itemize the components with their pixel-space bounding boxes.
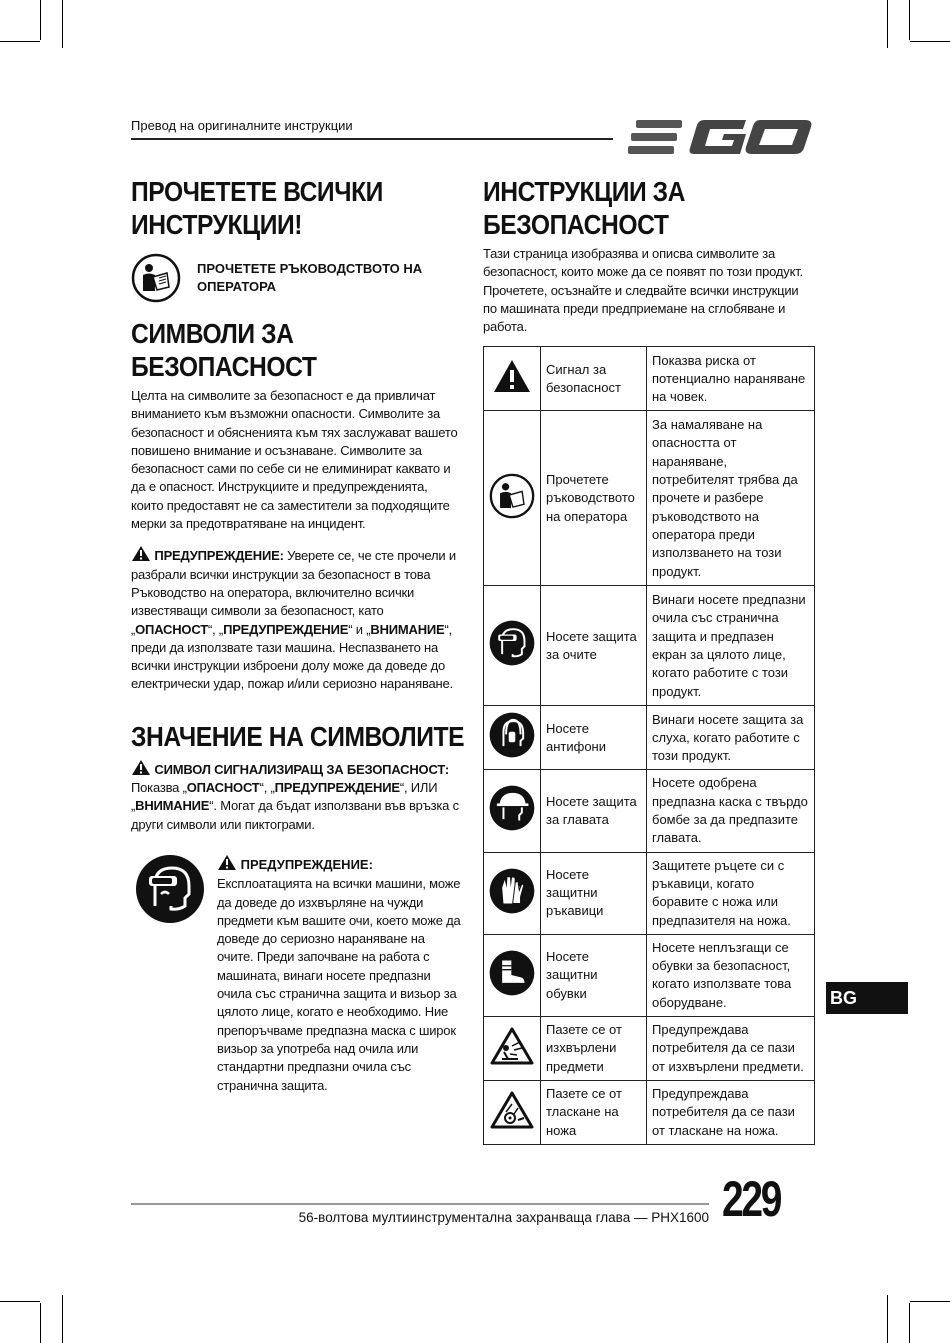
icon-cell xyxy=(484,347,541,411)
symbols-table xyxy=(483,346,815,1145)
symbol-description: За намаляване на опасността от нараняване, потребителят трябва да прочете и разбере ръководството на оператора преди използването на този продукт. xyxy=(647,411,815,586)
crop-mark xyxy=(887,1295,888,1343)
alert-triangle-icon xyxy=(492,358,532,394)
symbol-name: Носете защитни обувки xyxy=(541,934,647,1016)
read-manual-notice xyxy=(131,253,461,303)
symbol-description: Предупреждава потребителя да се пази от тласкане на ножа. xyxy=(647,1081,815,1145)
symbol-description: Носете неплъзгащи се обувки за безопасност, когато използвате това оборудване. xyxy=(647,934,815,1016)
symbol-description: Винаги носете защита за слуха, когато работите с този продукт. xyxy=(647,706,815,770)
eye-protection-icon xyxy=(135,854,205,924)
box-warning-text: Експлоатацията на всички машини, може да доведе до изхвърляне на чужди предмети към вашите очи, което може да доведе до сериозно нараняване на очите. Преди започване на работа с машината, винаги носете предпазни очила със странична защита и визьор за цялото лице, когато е необходимо. Ние препоръчваме предпазна маска с широк визьор за употреба над очила или стандартни предпазни очила със странична защита. xyxy=(217,876,461,1093)
table-row xyxy=(484,934,815,1016)
symbol-description: Носете одобрена предпазна каска с твърдо бомбе за да предпазите главата. xyxy=(647,770,815,852)
word-warning: ПРЕДУПРЕЖДЕНИЕ xyxy=(223,621,349,637)
symbol-description: Предупреждава потребителя да се пази от изхвърлени предмети. xyxy=(647,1017,815,1081)
warning-text: Уверете се, че сте прочели и разбрали всички инструкции за безопасност в това Ръководство на оператора, включително всички известяващи символи за безопасност, като „ xyxy=(131,548,456,637)
icon-cell xyxy=(484,1081,541,1145)
eye-protection-icon xyxy=(489,620,535,666)
icon-cell xyxy=(484,586,541,706)
symbol-name: Носете защитни ръкавици xyxy=(541,852,647,934)
symbols-paragraph: Целта на символите за безопасност е да привличат вниманието към възможни опасности. Символите за безопасност и обясненията към тях заслужават вашето повишено внимание и осъзнаване. Символите за безопасност сами по себе си не елиминират каквато и да е опасност. Инструкциите и предупрежденията, които предоставят не са заместители за подходящите мерки за предотвратяване на инцидент. xyxy=(131,388,458,532)
warning-text: “, „ xyxy=(207,621,224,637)
table-row xyxy=(484,1081,815,1145)
thrown-objects-icon xyxy=(490,1026,534,1066)
right-column xyxy=(483,175,815,1145)
symbol-name: Прочетете ръководството на оператора xyxy=(541,411,647,586)
page-number: 229 xyxy=(722,1171,781,1227)
intro-paragraph: Тази страница изобразява и описва символите за безопасност, които може да се появят по този продукт. Прочетете, осъзнайте и следвайте всички инструкции по машината преди предприемане на сглобяване и работа. xyxy=(483,246,803,335)
word-caution: ВНИМАНИЕ xyxy=(135,798,210,814)
left-column xyxy=(131,175,465,1095)
crop-mark xyxy=(62,0,63,48)
symbol-text: “, ИЛИ „ xyxy=(131,780,438,814)
head-protection-icon xyxy=(489,785,535,831)
language-tab: BG xyxy=(826,982,908,1014)
symbol-text: “. Могат да бъдат използвани във връзка с други символи или пиктограми. xyxy=(131,798,459,832)
crop-mark xyxy=(909,1303,910,1343)
safety-boots-icon xyxy=(489,950,535,996)
crop-mark xyxy=(909,0,910,40)
table-row xyxy=(484,852,815,934)
table-row xyxy=(484,1017,815,1081)
crop-mark xyxy=(0,1301,40,1302)
warning-text: “, преди да използвате тази машина. Неспазването на всички инструкции изброени долу може да доведе до електрически удар, пожар и/или сериозно нараняване. xyxy=(131,621,453,692)
warning-triangle-icon xyxy=(131,759,151,776)
ear-protection-icon xyxy=(489,712,535,758)
symbol-name: Пазете се от тласкане на ножа xyxy=(541,1081,647,1145)
symbol-name: Носете защита за очите xyxy=(541,586,647,706)
symbol-text: “, „ xyxy=(259,780,275,796)
symbol-name: Носете антифони xyxy=(541,706,647,770)
warning-label: ПРЕДУПРЕЖДЕНИЕ: xyxy=(154,548,284,564)
table-row xyxy=(484,586,815,706)
crop-mark xyxy=(40,1303,41,1343)
symbol-description: Защитете ръцете си с ръкавици, когато боравите с ножа или предпазителя на ножа. xyxy=(647,852,815,934)
crop-mark xyxy=(887,0,888,48)
warning-triangle-icon xyxy=(217,854,237,871)
table-row xyxy=(484,411,815,586)
symbol-name: Носете защита за главата xyxy=(541,770,647,852)
icon-cell xyxy=(484,411,541,586)
warning-text: “ и „ xyxy=(348,621,371,637)
read-manual-icon xyxy=(131,253,181,303)
table-row xyxy=(484,770,815,852)
blade-thrust-icon xyxy=(490,1090,534,1130)
symbol-name: Сигнал за безопасност xyxy=(541,347,647,411)
header-text: Превод на оригиналните инструкции xyxy=(131,118,353,133)
word-caution: ВНИМАНИЕ xyxy=(370,621,445,637)
crop-mark xyxy=(62,1295,63,1343)
crop-mark xyxy=(910,1301,950,1302)
symbol-text: Показва „ xyxy=(131,780,187,796)
footer-rule xyxy=(131,1203,709,1205)
warning-triangle-icon xyxy=(131,545,151,562)
icon-cell xyxy=(484,1017,541,1081)
ego-logo xyxy=(628,116,813,158)
heading-safety-instructions: ИНСТРУКЦИИ ЗА БЕЗОПАСНОСТ xyxy=(483,176,685,240)
box-warning-heading xyxy=(217,854,461,874)
warning-paragraph xyxy=(131,545,461,693)
heading-safety-symbols: СИМВОЛИ ЗА БЕЗОПАСНОСТ xyxy=(131,318,317,382)
crop-mark xyxy=(910,41,950,42)
table-row xyxy=(484,706,815,770)
read-manual-text: ПРОЧЕТЕТЕ РЪКОВОДСТВОТО НА ОПЕРАТОРА xyxy=(197,261,423,294)
eye-warning-box xyxy=(131,854,461,1095)
footer-text: 56-волтова мултиинструментална захранваща глава — PHX1600 xyxy=(298,1210,709,1225)
gloves-icon xyxy=(489,868,535,914)
word-warning: ПРЕДУПРЕЖДЕНИЕ xyxy=(274,780,400,796)
read-manual-icon xyxy=(489,473,535,519)
box-warning-label: ПРЕДУПРЕЖДЕНИЕ: xyxy=(240,856,373,872)
symbol-description: Показва риска от потенциално нараняване на човек. xyxy=(647,347,815,411)
heading-read-all: ПРОЧЕТЕТЕ ВСИЧКИ ИНСТРУКЦИИ! xyxy=(131,176,383,240)
word-danger: ОПАСНОСТ xyxy=(186,780,260,796)
heading-symbol-meaning: ЗНАЧЕНИЕ НА СИМВОЛИТЕ xyxy=(131,720,465,752)
header-rule xyxy=(131,138,613,140)
crop-mark xyxy=(40,0,41,40)
icon-cell xyxy=(484,770,541,852)
crop-mark xyxy=(0,41,40,42)
table-row xyxy=(484,347,815,411)
icon-cell xyxy=(484,706,541,770)
icon-cell xyxy=(484,934,541,1016)
symbol-description: Винаги носете предпазни очила със странична защита и предпазен екран за цялото лице, когато работите с този продукт. xyxy=(647,586,815,706)
symbol-label: СИМВОЛ СИГНАЛИЗИРАЩ ЗА БЕЗОПАСНОСТ: xyxy=(154,761,450,777)
word-danger: ОПАСНОСТ xyxy=(135,621,208,637)
symbol-paragraph xyxy=(131,759,461,834)
icon-cell xyxy=(484,852,541,934)
symbol-name: Пазете се от изхвърлени предмети xyxy=(541,1017,647,1081)
